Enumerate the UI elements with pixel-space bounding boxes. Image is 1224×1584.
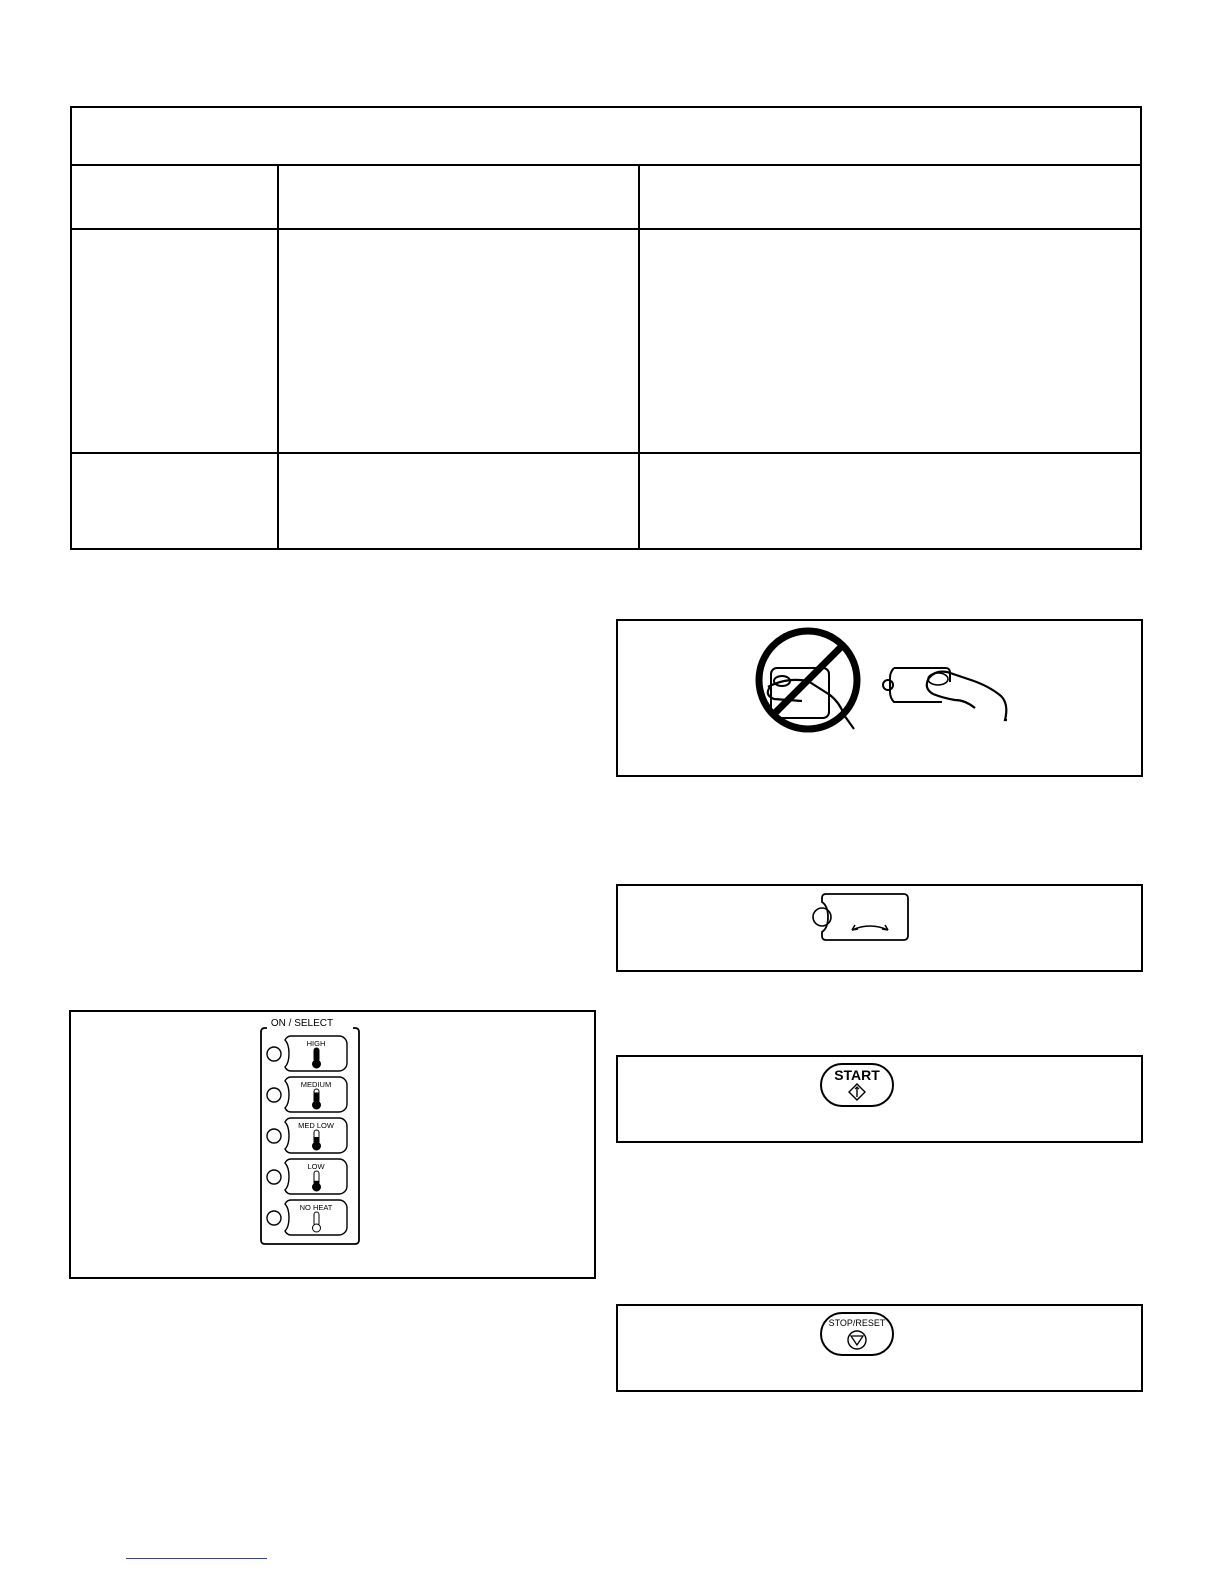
stop-reset-button[interactable] bbox=[820, 1312, 894, 1356]
start-panel bbox=[616, 1055, 1143, 1143]
stop-panel bbox=[616, 1304, 1143, 1392]
table-column-divider-1 bbox=[277, 165, 279, 548]
heat-option-med-low[interactable] bbox=[267, 1118, 347, 1153]
troubleshooting-table bbox=[70, 106, 1142, 550]
thermometer-icon bbox=[313, 1130, 321, 1150]
indicator-light bbox=[267, 1129, 281, 1143]
indicator-light bbox=[267, 1088, 281, 1102]
heat-select-illustration bbox=[71, 1012, 594, 1277]
heat-option-medium[interactable] bbox=[267, 1077, 347, 1112]
select-key-label: NO HEAT bbox=[299, 1203, 333, 1212]
footer-link-underline[interactable] bbox=[126, 1558, 267, 1559]
heat-option-low[interactable] bbox=[267, 1159, 347, 1194]
table-row-divider bbox=[72, 452, 1140, 454]
thermometer-icon bbox=[313, 1212, 321, 1232]
indicator-light bbox=[267, 1047, 281, 1061]
press-method-illustration bbox=[618, 621, 1141, 775]
select-key-label: MEDIUM bbox=[300, 1080, 332, 1089]
thermometer-icon bbox=[313, 1089, 321, 1109]
select-panel-title: ON / SELECT bbox=[267, 1018, 337, 1030]
toggle-key-panel bbox=[616, 884, 1143, 972]
diamond-arrow-icon bbox=[822, 1065, 892, 1105]
heat-option-no-heat[interactable] bbox=[267, 1200, 347, 1235]
thermometer-icon bbox=[313, 1171, 321, 1191]
thermometer-icon bbox=[313, 1048, 321, 1068]
table-column-divider-2 bbox=[638, 165, 640, 548]
select-key-label: LOW bbox=[307, 1162, 325, 1171]
select-key-label: MED LOW bbox=[298, 1121, 334, 1130]
stop-reset-button-label: STOP/RESET bbox=[828, 1318, 886, 1328]
start-button[interactable] bbox=[820, 1063, 894, 1107]
select-key-label: HIGH bbox=[306, 1039, 326, 1048]
finger-press-icon bbox=[883, 668, 1007, 720]
indicator-light bbox=[267, 1170, 281, 1184]
start-button-label: START bbox=[834, 1067, 880, 1083]
heat-option-high[interactable] bbox=[267, 1036, 347, 1071]
table-header-divider bbox=[72, 164, 1140, 166]
table-column-header-divider bbox=[72, 228, 1140, 230]
press-method-panel bbox=[616, 619, 1143, 777]
circle-triangle-icon bbox=[822, 1314, 892, 1354]
indicator-light bbox=[267, 1211, 281, 1225]
heat-select-panel bbox=[69, 1010, 596, 1279]
prohibited-hand-icon bbox=[759, 631, 857, 729]
toggle-key-illustration bbox=[618, 886, 1141, 970]
